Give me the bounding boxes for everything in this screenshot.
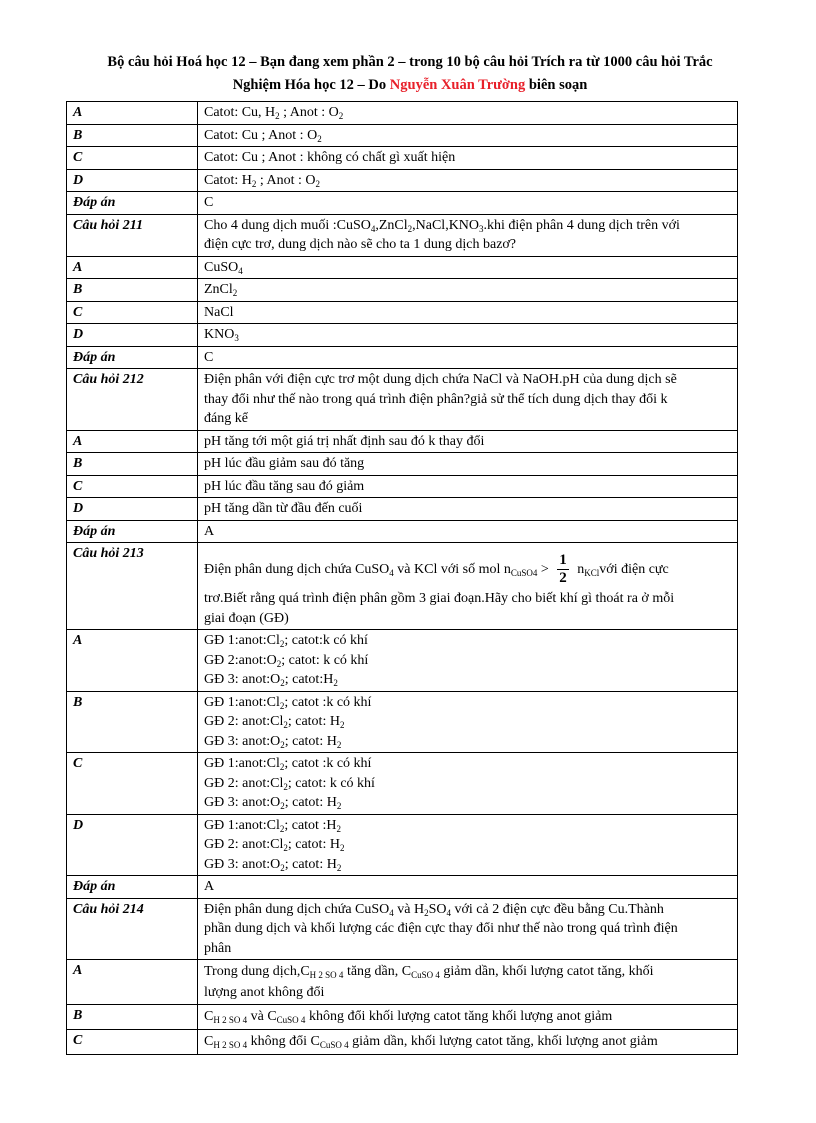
question-number: Câu hỏi 213 [67, 543, 198, 630]
answer-label: Đáp án [67, 192, 198, 215]
option-text: Catot: Cu ; Anot : không có chất gì xuất hiện [198, 147, 738, 170]
table-row [67, 214, 738, 256]
option-label: A [67, 256, 198, 279]
question-text: Điện phân với điện cực trơ một dung dịch chứa NaCl và NaOH.pH của dung dịch sẽ thay đổi như thế nào trong quá trình điện phân?giả sử thể tích dung dịch thay đổi k đáng kể [198, 369, 738, 431]
table-row [67, 1004, 738, 1029]
header-text: Nghiệm Hóa học 12 – Do [232, 77, 390, 93]
option-label: C [67, 301, 198, 324]
question-table [66, 101, 738, 1055]
option-label: A [67, 102, 198, 125]
option-text: GĐ $1:anot:Cl_2$; catot $:H_2$ GĐ 2: $anot:Cl_2$; catot: $H_2$ GĐ 3: $anot:O_2$; catot: $H_2$ [198, 814, 738, 876]
question-text: Điện phân dung dịch chứa CuSO$_4$ và KCl với số mol $n_{CuSO4}$ > $\frac{1}{2}$ $n_{KCl}với$ điện cực trơ.Biết rằng quá trình điện phân gồm 3 giai đoạn.Hãy cho biết khí gì thoát ra ở mỗi giai đoạn (GĐ) [198, 543, 738, 630]
option-text: pH lúc đầu tăng sau đó giảm [198, 475, 738, 498]
option-label: D [67, 814, 198, 876]
table-row [67, 324, 738, 347]
table-row [67, 430, 738, 453]
table-row [67, 630, 738, 692]
fraction-one-half: $\frac{1}{2}$ [559, 552, 567, 587]
table-row [67, 169, 738, 192]
option-text: $C_{H 2 SO 4}$ không đổi $C_{CuSO 4}$ giảm dần, khối lượng catot tăng, khối lượng anot giảm [198, 1029, 738, 1054]
answer-value: C [198, 192, 738, 215]
table-row [67, 960, 738, 1005]
table-row [67, 453, 738, 476]
answer-value: A [198, 520, 738, 543]
option-text: Catot: Cu, $H_2$ ; Anot : $O_2$ [198, 102, 738, 125]
option-text: GĐ $1:anot:Cl_2$; catot :k có khí GĐ 2: $anot:Cl_2$; catot: k có khí GĐ 3: $anot:O_2$; catot: $H_2$ [198, 753, 738, 815]
option-text: $KNO_3$ [198, 324, 738, 347]
option-text: ZnCl$_2$ [198, 279, 738, 302]
author-name: Nguyễn Xuân Trường [389, 77, 526, 93]
option-text: NaCl [198, 301, 738, 324]
table-row [67, 256, 738, 279]
header-line-1: Bộ câu hỏi Hoá học 12 – Bạn đang xem phần 2 – trong 10 bộ câu hỏi Trích ra từ 1000 câu hỏi Trắc [107, 54, 713, 70]
option-text: Catot: Cu ; Anot : $O_2$ [198, 124, 738, 147]
option-label: A [67, 960, 198, 1005]
question-text: Điện phân dung dịch chứa CuSO$_4$ và $H_2SO_4$ với cả 2 điện cực đều bằng Cu.Thành phần dung dịch và khối lượng các điện cực thay đổi như thế nào trong quá trình điện phân [198, 898, 738, 960]
option-text: $C_{H 2 SO 4}$ và $C_{CuSO 4}$ không đổi khối lượng catot tăng khối lượng anot giảm [198, 1004, 738, 1029]
table-row [67, 147, 738, 170]
table-row [67, 192, 738, 215]
question-number: Câu hỏi 214 [67, 898, 198, 960]
table-row [67, 543, 738, 630]
option-text: GĐ $1:anot:Cl_2$; catot:k có khí GĐ $2:anot:O_2$; catot: k có khí GĐ 3: $anot:O_2$; $catot:H_2$ [198, 630, 738, 692]
answer-value: C [198, 346, 738, 369]
question-number: Câu hỏi 212 [67, 369, 198, 431]
table-row [67, 520, 738, 543]
option-label: B [67, 453, 198, 476]
option-label: B [67, 124, 198, 147]
table-row [67, 691, 738, 753]
option-text: Trong dung $dịch,C_{H 2 SO 4}$ tăng dần, $C_{CuSO 4}$ giảm dần, khối lượng catot tăng, khối lượng anot không đổi [198, 960, 738, 1005]
table-row [67, 1029, 738, 1054]
table-row [67, 301, 738, 324]
table-row [67, 753, 738, 815]
option-text: pH tăng dần từ đầu đến cuối [198, 498, 738, 521]
option-label: B [67, 691, 198, 753]
document-header [60, 51, 760, 97]
option-label: D [67, 498, 198, 521]
question-text: Cho 4 dung dịch muối $:CuSO_4,ZnCl_2,NaCl,KNO_3.khi$ điện phân 4 dung dịch trên với điện cực trơ, dung dịch nào sẽ cho ta 1 dung dịch bazơ? [198, 214, 738, 256]
option-label: A [67, 430, 198, 453]
table-row [67, 498, 738, 521]
table-row [67, 369, 738, 431]
answer-label: Đáp án [67, 346, 198, 369]
answer-label: Đáp án [67, 520, 198, 543]
option-text: GĐ $1:anot:Cl_2$; catot :k có khí GĐ 2: $anot:Cl_2$; catot: $H_2$ GĐ 3: $anot:O_2$; catot: $H_2$ [198, 691, 738, 753]
table-row [67, 102, 738, 125]
header-text: biên soạn [525, 77, 588, 93]
table-row [67, 898, 738, 960]
option-label: B [67, 1004, 198, 1029]
question-number: Câu hỏi 211 [67, 214, 198, 256]
header-line-2 [60, 74, 760, 97]
option-text: pH lúc đầu giảm sau đó tăng [198, 453, 738, 476]
table-row [67, 876, 738, 899]
table-row [67, 814, 738, 876]
table-row [67, 279, 738, 302]
answer-label: Đáp án [67, 876, 198, 899]
option-label: B [67, 279, 198, 302]
option-label: A [67, 630, 198, 692]
answer-value: A [198, 876, 738, 899]
option-text: Catot: $H_2$ ; Anot : $O_2$ [198, 169, 738, 192]
table-row [67, 475, 738, 498]
option-label: C [67, 753, 198, 815]
table-row [67, 124, 738, 147]
option-label: C [67, 1029, 198, 1054]
option-text: CuSO$_4$ [198, 256, 738, 279]
option-label: C [67, 147, 198, 170]
table-row [67, 346, 738, 369]
option-label: D [67, 324, 198, 347]
option-label: C [67, 475, 198, 498]
option-text: pH tăng tới một giá trị nhất định sau đó k thay đổi [198, 430, 738, 453]
option-label: D [67, 169, 198, 192]
